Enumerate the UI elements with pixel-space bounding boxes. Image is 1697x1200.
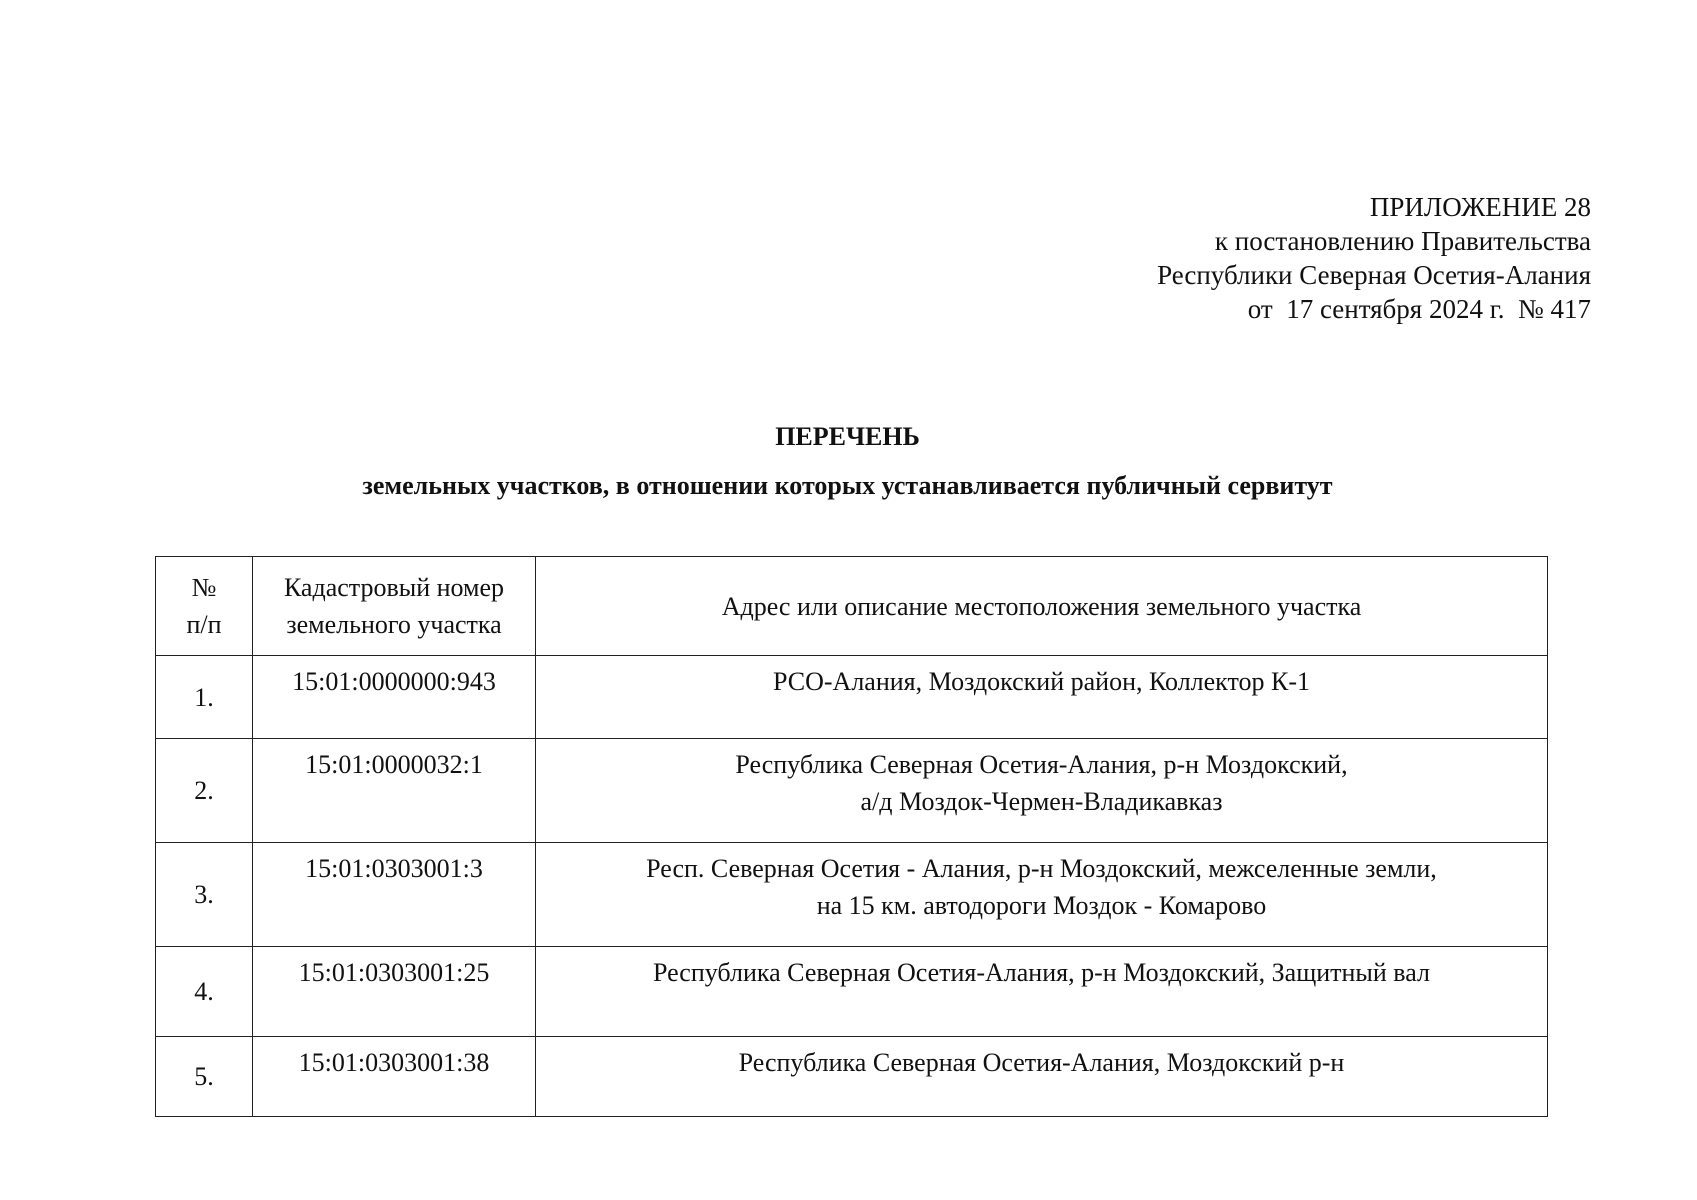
appendix-government: Республики Северная Осетия-Алания bbox=[1157, 260, 1591, 290]
header-number bbox=[156, 557, 253, 656]
header-cadastral-line1: Кадастровый номер bbox=[283, 573, 505, 602]
address-line: а/д Моздок-Чермен-Владикавказ bbox=[860, 787, 1223, 816]
cadastral-number: 15:01:0303001:3 bbox=[253, 843, 536, 947]
header-number-line2: п/п bbox=[186, 610, 222, 639]
cadastral-number: 15:01:0000000:943 bbox=[253, 656, 536, 739]
appendix-number: ПРИЛОЖЕНИЕ 28 bbox=[1369, 192, 1591, 222]
address-line: РСО-Алания, Моздокский район, Коллектор К-1 bbox=[773, 667, 1310, 696]
table-header-row bbox=[156, 557, 1548, 656]
table-row bbox=[156, 947, 1548, 1037]
land-plots-table bbox=[155, 556, 1548, 1117]
header-address: Адрес или описание местоположения земельного участка bbox=[536, 557, 1548, 656]
table-row bbox=[156, 843, 1548, 947]
plot-address bbox=[536, 843, 1548, 947]
plot-address bbox=[536, 656, 1548, 739]
header-cadastral bbox=[253, 557, 536, 656]
plot-address bbox=[536, 947, 1548, 1037]
row-number: 5. bbox=[156, 1037, 253, 1117]
address-line: Республика Северная Осетия-Алания, р-н Моздокский, bbox=[735, 750, 1348, 779]
table-row bbox=[156, 1037, 1548, 1117]
row-number: 3. bbox=[156, 843, 253, 947]
document-title: ПЕРЕЧЕНЬ bbox=[775, 422, 920, 451]
cadastral-number: 15:01:0000032:1 bbox=[253, 739, 536, 843]
appendix-date-number: от 17 сентября 2024 г. № 417 bbox=[1247, 294, 1591, 324]
address-line: Республика Северная Осетия-Алания, Моздокский р-н bbox=[738, 1048, 1345, 1077]
appendix-resolution: к постановлению Правительства bbox=[1214, 226, 1591, 256]
document-subtitle: земельных участков, в отношении которых устанавливается публичный сервитут bbox=[362, 471, 1333, 500]
row-number: 1. bbox=[156, 656, 253, 739]
row-number: 2. bbox=[156, 739, 253, 843]
table-row bbox=[156, 656, 1548, 739]
address-line: Респ. Северная Осетия - Алания, р-н Моздокский, межселенные земли, bbox=[646, 854, 1437, 883]
appendix-block bbox=[1157, 190, 1591, 326]
header-number-line1: № bbox=[191, 573, 217, 602]
cadastral-number: 15:01:0303001:38 bbox=[253, 1037, 536, 1117]
header-cadastral-line2: земельного участка bbox=[286, 610, 502, 639]
table-row bbox=[156, 739, 1548, 843]
cadastral-number: 15:01:0303001:25 bbox=[253, 947, 536, 1037]
address-line: Республика Северная Осетия-Алания, р-н Моздокский, Защитный вал bbox=[653, 958, 1430, 987]
address-line: на 15 км. автодороги Моздок - Комарово bbox=[816, 891, 1267, 920]
plot-address bbox=[536, 1037, 1548, 1117]
row-number: 4. bbox=[156, 947, 253, 1037]
plot-address bbox=[536, 739, 1548, 843]
